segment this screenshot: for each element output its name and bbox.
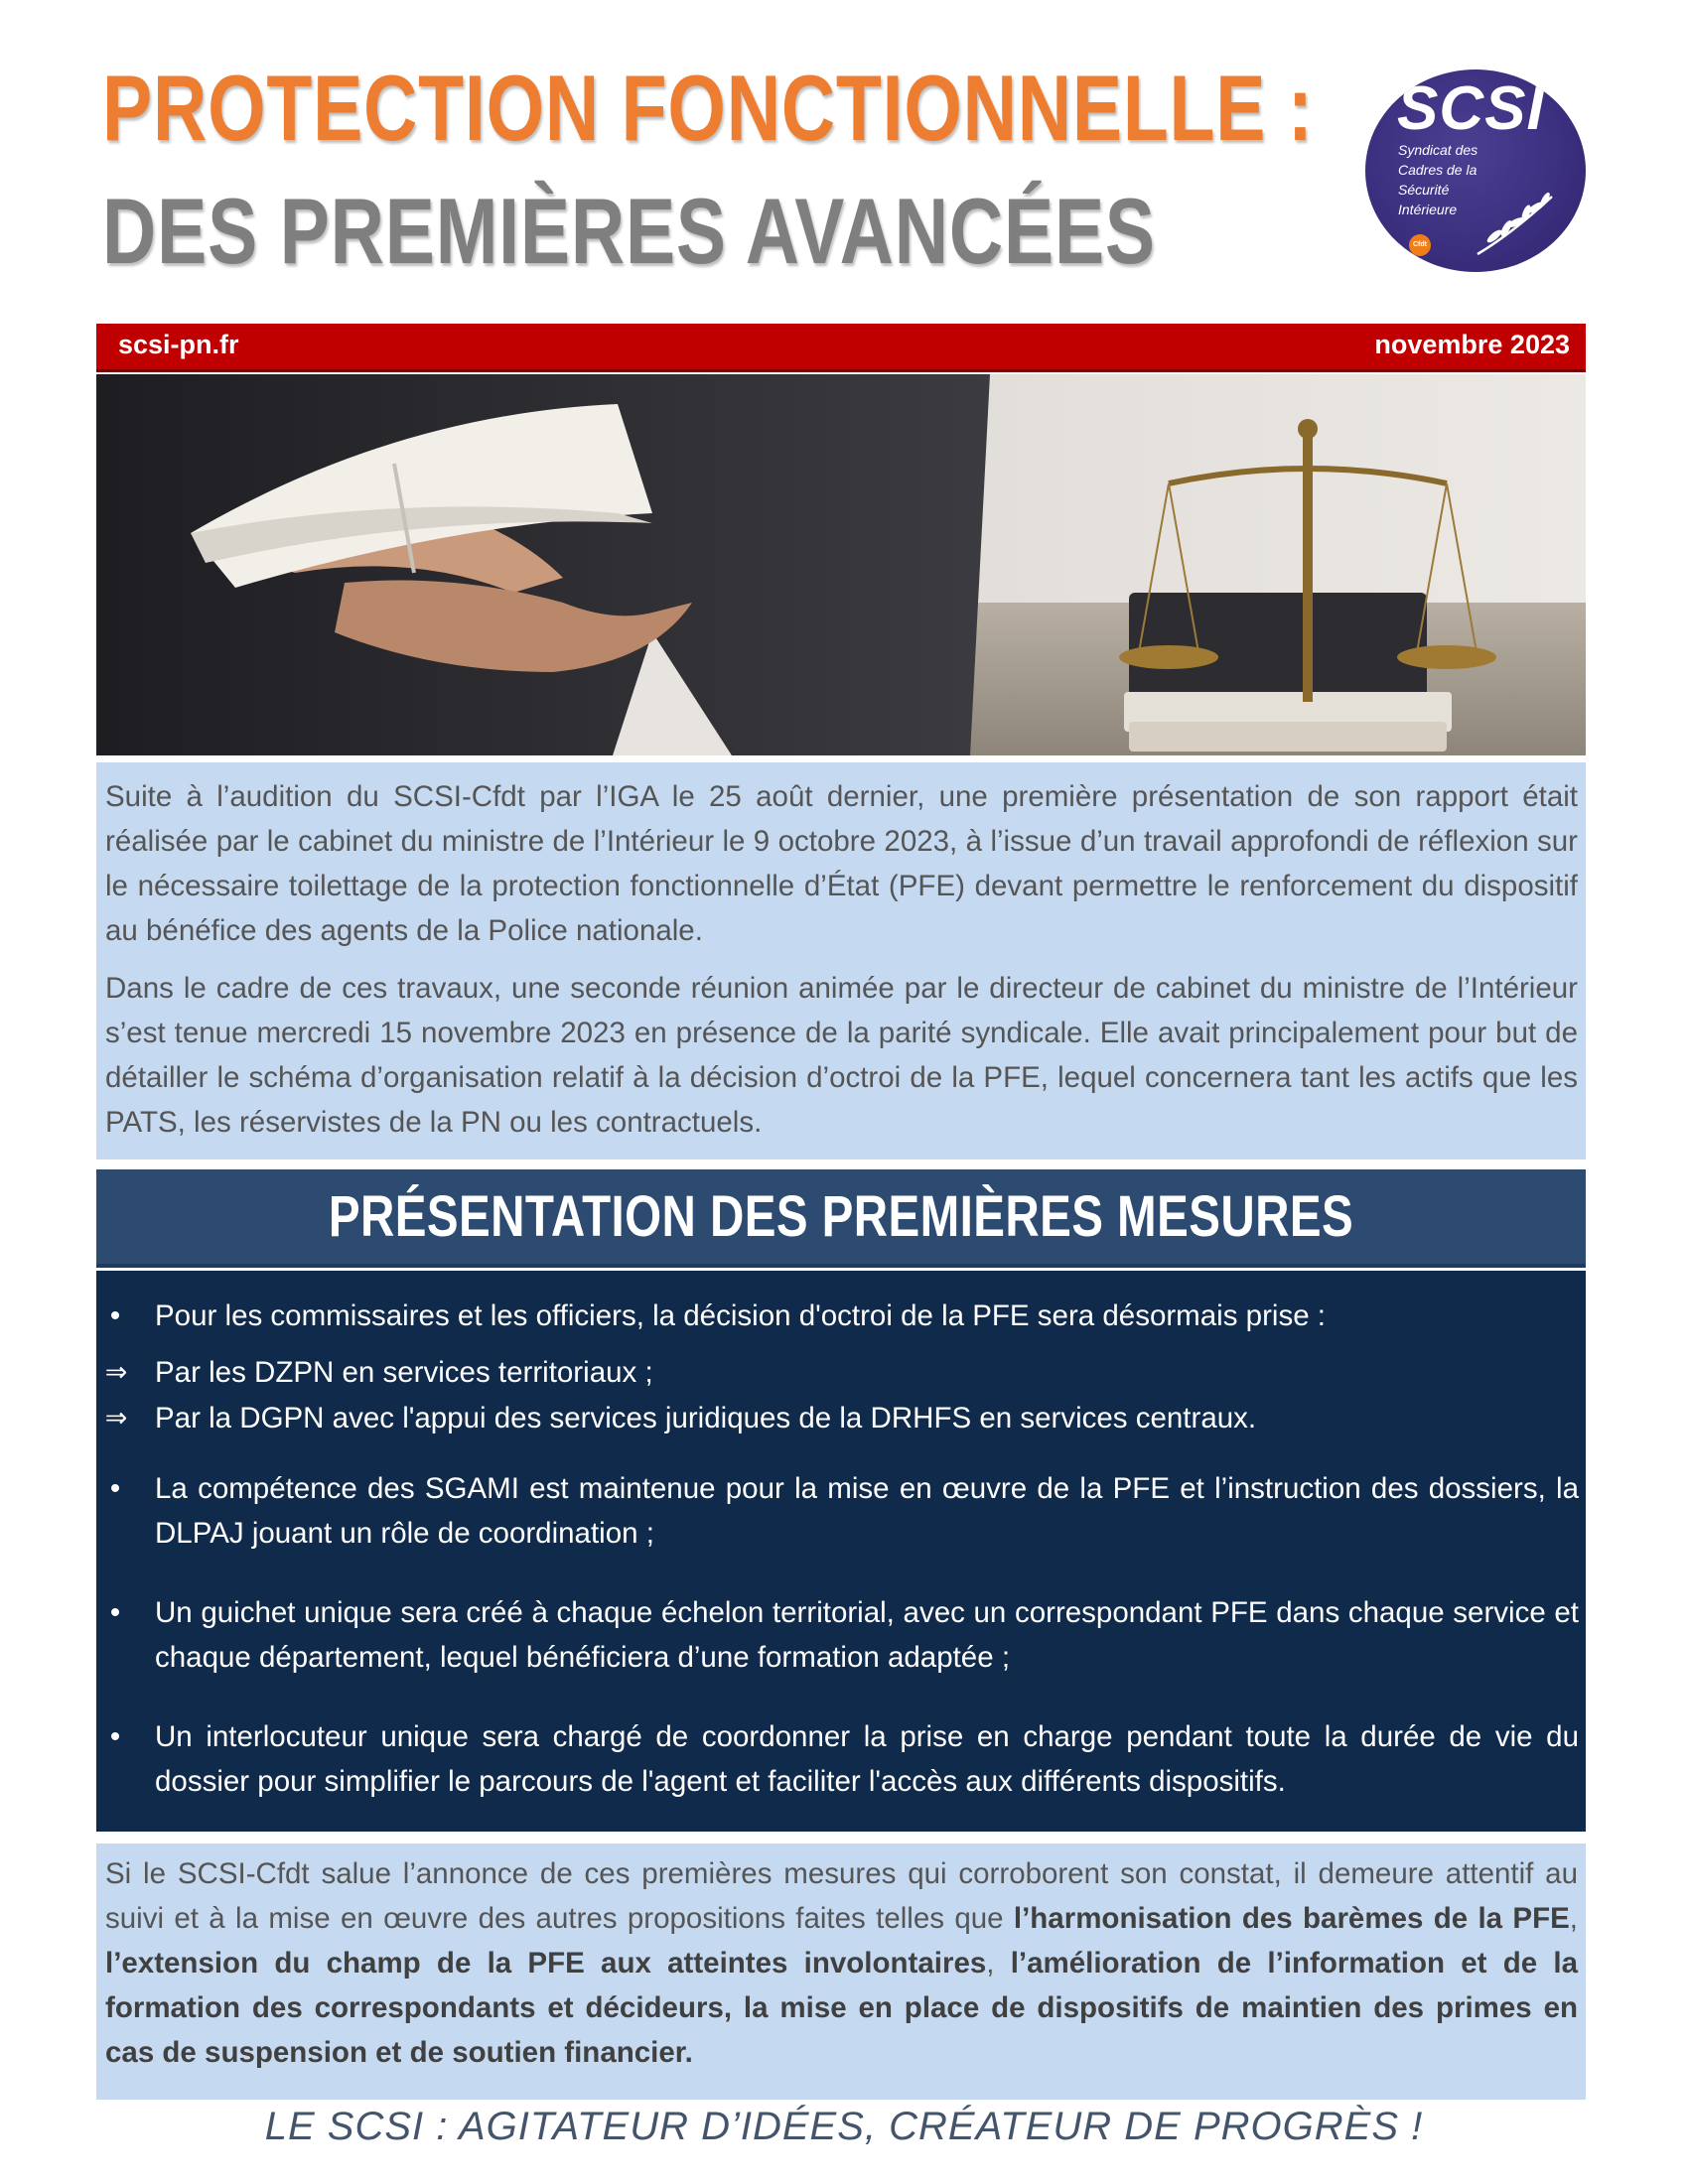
page-title-line-2: DES PREMIÈRES AVANCÉES xyxy=(102,179,1156,283)
arrow-right-icon: ⇒ xyxy=(104,1403,128,1433)
section-header xyxy=(96,1169,1586,1268)
bullet-icon: • xyxy=(109,1720,121,1753)
footer-slogan: LE SCSI : AGITATEUR D’IDÉES, CRÉATEUR DE PROGRÈS ! xyxy=(264,2105,1424,2148)
header-banner xyxy=(96,324,1586,372)
measure-subitem-1: Par les DZPN en services territoriaux ; xyxy=(155,1356,653,1389)
intro-paragraph-2: Dans le cadre de ces travaux, une seconde réunion animée par le directeur de cabinet du ministre de l’Intérieur s’est tenue mercredi 15 novembre 2023 en présence de la parité syndicale. Elle avait principalement pour but de détailler le schéma d’organisation relatif à la décision d’octroi de la PFE, lequel concernera tant les actifs que les PATS, les réservistes de la PN ou les contractuels. xyxy=(105,972,1578,1139)
issue-date: novembre 2023 xyxy=(1374,330,1570,359)
page-title-line-1: PROTECTION FONCTIONNELLE : xyxy=(102,56,1314,160)
logo-subtitle-line: Intérieure xyxy=(1398,202,1458,217)
bullet-icon: • xyxy=(109,1299,121,1332)
header-photo xyxy=(96,374,1586,755)
cfdt-badge: Cfdt xyxy=(1409,234,1431,256)
logo-subtitle-line: Syndicat des xyxy=(1398,142,1478,158)
intro-paragraph-1: Suite à l’audition du SCSI-Cfdt par l’IGA le 25 août dernier, une première présentation de son rapport était réalisée par le cabinet du ministre de l’Intérieur le 9 octobre 2023, à l’issue d’un travail approfondi de réflexion sur le nécessaire toilettage de la protection fonctionnelle d’État (PFE) devant permettre le renforcement du dispositif au bénéfice des agents de la Police nationale. xyxy=(105,780,1578,947)
conclusion-lead: Si le SCSI-Cfdt salue l’annonce de ces premières mesures qui corroborent son constat, il demeure attentif au suivi et à la mise en œuvre des autres propositions faites telles que xyxy=(105,1857,1578,1935)
logo-subtitle-line: Cadres de la xyxy=(1398,162,1477,178)
measure-subitem-2: Par la DGPN avec l'appui des services juridiques de la DRHFS en services centraux. xyxy=(155,1402,1257,1434)
conclusion-box xyxy=(96,1843,1586,2100)
logo-name: SCSI xyxy=(1397,74,1545,143)
bullet-icon: • xyxy=(109,1472,121,1505)
measures-box xyxy=(96,1271,1586,1832)
photo-book-and-scales xyxy=(96,374,1586,755)
measure-item-2: La compétence des SGAMI est maintenue pour la mise en œuvre de la PFE et l’instruction des dossiers, la DLPAJ jouant un rôle de coordination ; xyxy=(155,1472,1579,1550)
measure-item-1: Pour les commissaires et les officiers, la décision d'octroi de la PFE sera désormais prise : xyxy=(155,1299,1326,1332)
arrow-right-icon: ⇒ xyxy=(104,1357,128,1387)
website-label: scsi-pn.fr xyxy=(118,330,239,359)
measure-item-3: Un guichet unique sera créé à chaque échelon territorial, avec un correspondant PFE dans chaque service et chaque département, lequel bénéficiera d’une formation adaptée ; xyxy=(155,1596,1579,1674)
conclusion-bold-2: l’extension du champ de la PFE aux atteintes involontaires xyxy=(105,1947,987,1979)
laurel-branch-icon xyxy=(1473,189,1562,258)
section-title: PRÉSENTATION DES PREMIÈRES MESURES xyxy=(328,1184,1354,1249)
measure-item-4: Un interlocuteur unique sera chargé de coordonner la prise en charge pendant toute la durée de vie du dossier pour simplifier le parcours de l'agent et faciliter l'accès aux différents dispositifs. xyxy=(155,1720,1579,1798)
intro-box xyxy=(96,762,1586,1160)
bullet-icon: • xyxy=(109,1596,121,1629)
conclusion-separator: , xyxy=(1569,1902,1578,1935)
scsi-logo xyxy=(1365,69,1586,272)
conclusion-separator: , xyxy=(986,1947,1011,1979)
conclusion-bold-1: l’harmonisation des barèmes de la PFE xyxy=(1013,1902,1570,1935)
conclusion-paragraph xyxy=(105,1851,1578,2075)
logo-subtitle-line: Sécurité xyxy=(1398,182,1450,198)
conclusion-bold-3: l’amélioration de l’information et de la formation des correspondants et décideurs, la mise en place de dispositifs de maintien des primes en cas de suspension et de soutien financier. xyxy=(105,1947,1578,2069)
